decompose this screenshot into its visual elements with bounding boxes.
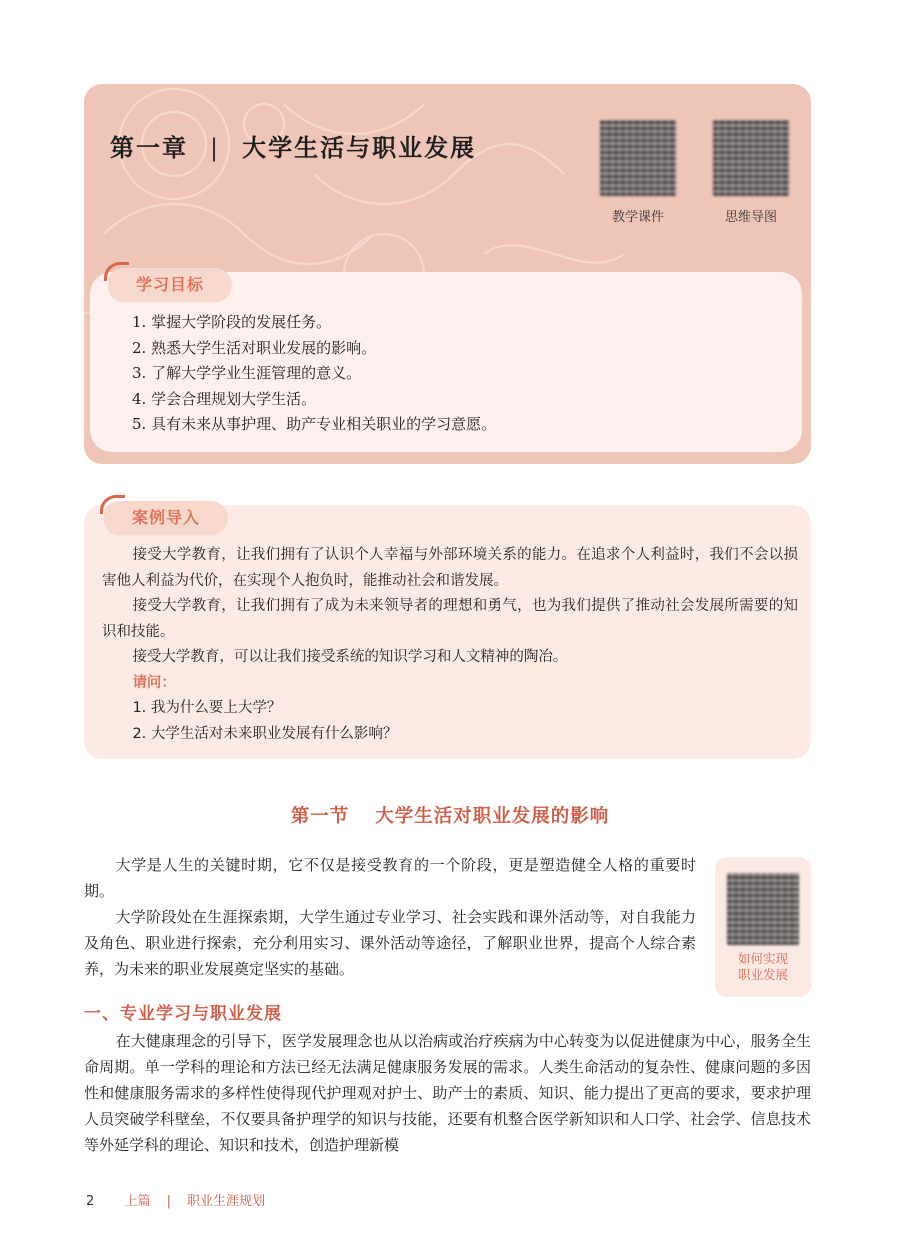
subsection-title: 一、专业学习与职业发展 [84, 1004, 282, 1024]
subsection-text [84, 1028, 811, 1158]
footer-book-title: 职业生涯规划 [186, 1194, 265, 1209]
body-paragraph: 在大健康理念的引导下，医学发展理念也从以治病或治疗疾病为中心转变为以促进健康为中心，服务全生命周期。单一学科的理论和方法已经无法满足健康服务发展的需求。人类生命活动的复杂性、健康问题的多因性和健康服务需求的多样性使得现代护理观对护士、助产士的素质、知识、能力提出了更高的要求，要求护理人员突破学科壁垒，不仅要具备护理学的知识与技能，还要有机整合医学新知识和人口学、社会学、信息技术等外延学科的理论、知识和技术，创造护理新模 [84, 1032, 811, 1154]
list-item: 2. 熟悉大学生活对职业发展的影响。 [132, 338, 377, 357]
qr-code-icon[interactable] [727, 873, 799, 945]
resource-mindmap[interactable] [706, 120, 796, 225]
chapter-number: 第一章 [110, 134, 188, 162]
list-item: 3. 了解大学学业生涯管理的意义。 [132, 364, 362, 382]
section-title [0, 802, 900, 828]
body-paragraph: 大学是人生的关键时期，它不仅是接受教育的一个阶段，更是塑造健全人格的重要时期。 [84, 856, 696, 900]
side-resource-label [715, 951, 811, 983]
resource-courseware[interactable] [593, 120, 683, 225]
case-paragraph: 接受大学教育，让我们拥有了成为未来领导者的理想和勇气，也为我们提供了推动社会发展所需要的知识和技能。 [102, 598, 798, 640]
section-name: 大学生活对职业发展的影响 [375, 806, 610, 827]
question-label: 请问： [132, 674, 176, 691]
chapter-name: 大学生活与职业发展 [242, 134, 477, 162]
side-label-line: 如何实现 [737, 951, 788, 966]
learning-goals-tag [108, 268, 232, 302]
chapter-header [84, 84, 811, 464]
list-item: 4. 学会合理规划大学生活。 [132, 389, 317, 408]
tag-curl-decoration [100, 495, 125, 514]
section-number: 第一节 [290, 806, 350, 827]
resource-career-development[interactable] [715, 857, 811, 997]
resource-label: 教学课件 [611, 210, 664, 225]
page-footer [86, 1190, 265, 1209]
question-item: 1. 我为什么要上大学？ [132, 700, 282, 716]
case-label: 案例导入 [132, 508, 201, 527]
footer-part: 上篇 [124, 1194, 151, 1209]
list-item: 5. 具有未来从事护理、助产专业相关职业的学习意愿。 [132, 415, 497, 433]
title-separator: | [210, 134, 221, 162]
learning-goals-label: 学习目标 [136, 275, 205, 294]
case-paragraph: 接受大学教育，让我们拥有了认识个人幸福与外部环境关系的能力。在追求个人利益时，我们不会以损害他人利益为代价，在实现个人抱负时，能推动社会和谐发展。 [102, 547, 798, 589]
learning-goals-list [132, 310, 496, 438]
chapter-title [110, 128, 476, 163]
case-paragraph: 接受大学教育，可以让我们接受系统的知识学习和人文精神的陶冶。 [132, 649, 568, 665]
list-item: 1. 掌握大学阶段的发展任务。 [132, 313, 332, 331]
case-tag [104, 501, 228, 535]
footer-separator: | [166, 1194, 171, 1209]
qr-code-icon[interactable] [600, 120, 676, 196]
qr-code-icon[interactable] [713, 120, 789, 196]
case-introduction [84, 505, 811, 759]
body-paragraph: 大学阶段处在生涯探索期，大学生通过专业学习、社会实践和课外活动等，对自我能力及角色、职业进行探索，充分利用实习、课外活动等途径，了解职业世界，提高个人综合素养，为未来的职业发展奠定坚实的基础。 [84, 908, 696, 978]
side-label-line: 职业发展 [737, 967, 788, 982]
page-number: 2 [86, 1194, 95, 1209]
intro-text [84, 852, 696, 982]
question-item: 2. 大学生活对未来职业发展有什么影响？ [132, 725, 398, 742]
resource-label: 思维导图 [724, 210, 777, 225]
case-text [102, 543, 798, 747]
